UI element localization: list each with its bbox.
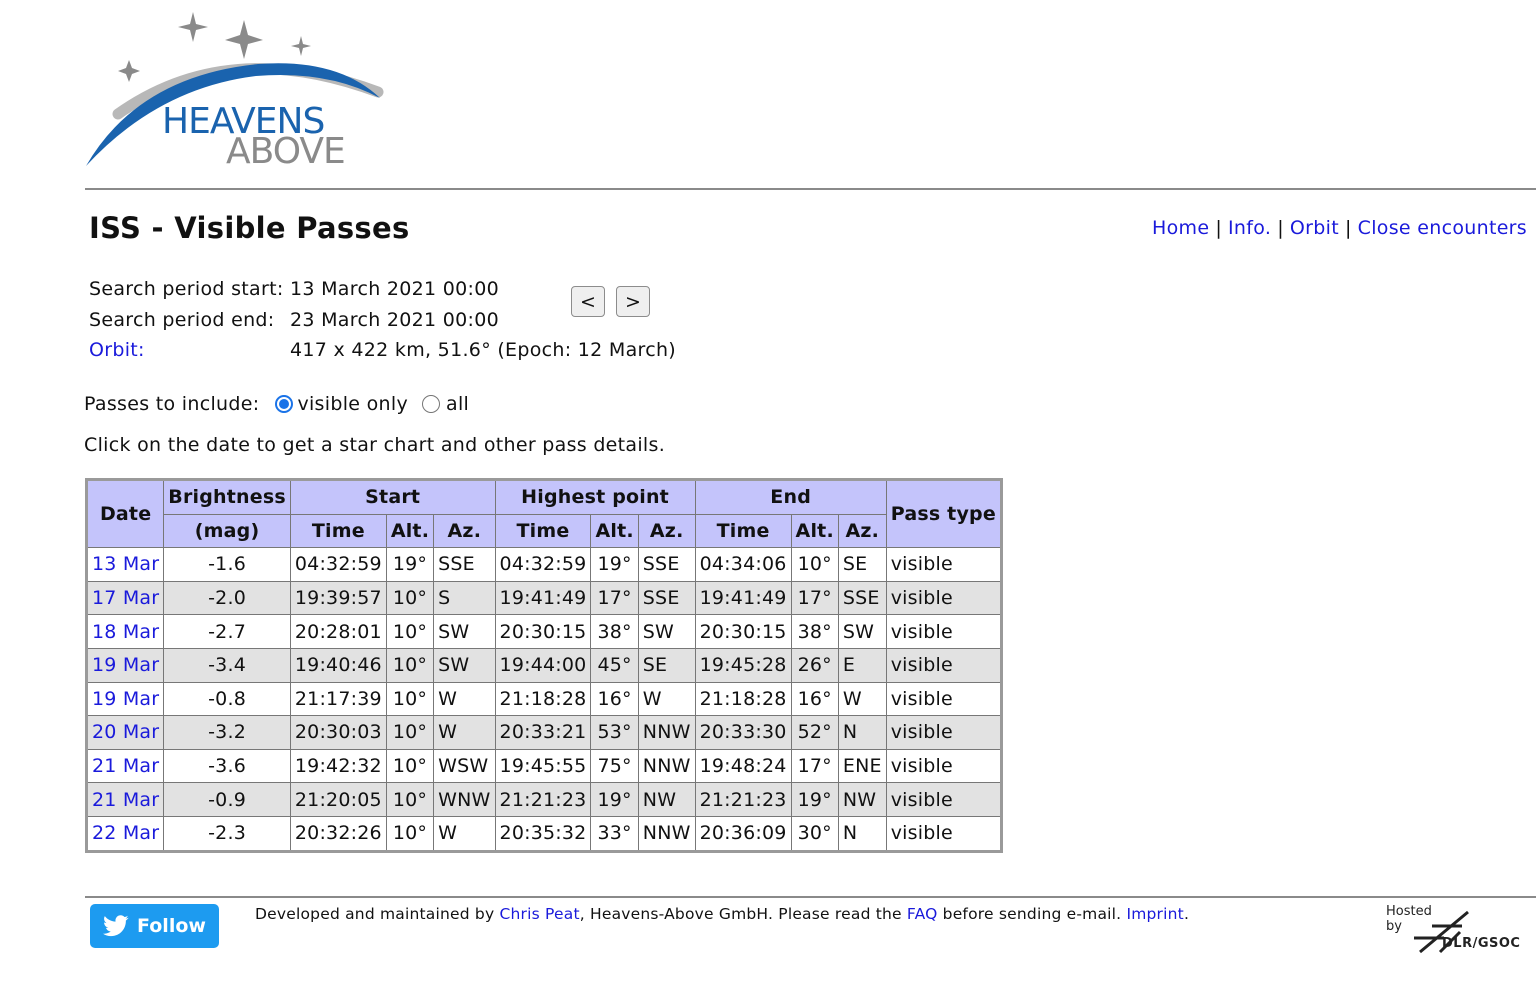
footer-text: [255, 905, 1189, 923]
start-alt-cell: 10°: [386, 615, 433, 649]
follow-label: Follow: [137, 915, 206, 937]
high-alt-cell: 19°: [591, 548, 638, 582]
passes-filter-label: Passes to include:: [84, 393, 260, 415]
visible-only-radio[interactable]: [275, 395, 293, 413]
end-az-cell: N: [838, 716, 886, 750]
end-az-cell: N: [838, 816, 886, 851]
high-alt-cell: 19°: [591, 783, 638, 817]
high-time-cell: 04:32:59: [495, 548, 591, 582]
footer-divider: [85, 896, 1536, 898]
high-time-cell: 19:44:00: [495, 648, 591, 682]
logo-text-above: ABOVE: [226, 131, 345, 172]
period-start-value: 13 March 2021 00:00: [290, 278, 500, 300]
start-az-cell: SW: [434, 648, 495, 682]
start-az-cell: WNW: [434, 783, 495, 817]
table-row: [87, 783, 1002, 817]
start-time-cell: 20:30:03: [290, 716, 386, 750]
end-alt-cell: 38°: [791, 615, 838, 649]
end-az-cell: NW: [838, 783, 886, 817]
date-link[interactable]: 13 Mar: [92, 553, 160, 576]
start-alt-cell: 10°: [386, 783, 433, 817]
orbit-link[interactable]: Orbit:: [89, 339, 145, 361]
col-brightness: Brightness: [164, 480, 291, 515]
passes-table-body: [87, 548, 1002, 851]
start-time-cell: 21:20:05: [290, 783, 386, 817]
col-end-time: Time: [695, 514, 791, 548]
date-cell: [87, 682, 164, 716]
end-time-cell: 20:30:15: [695, 615, 791, 649]
nav-separator: |: [1277, 217, 1284, 239]
nav-separator: |: [1215, 217, 1223, 239]
start-alt-cell: 10°: [386, 648, 433, 682]
high-alt-cell: 33°: [591, 816, 638, 851]
top-nav: [1152, 217, 1527, 239]
date-link[interactable]: 19 Mar: [92, 687, 160, 710]
date-cell: [87, 548, 164, 582]
start-alt-cell: 19°: [386, 548, 433, 582]
footer-text-part: Developed and maintained by: [255, 905, 500, 923]
col-highest: Highest point: [495, 480, 695, 515]
hosted-label: Hosted: [1386, 904, 1432, 919]
pass-type-cell: visible: [886, 783, 1001, 817]
end-alt-cell: 19°: [791, 783, 838, 817]
date-link[interactable]: 19 Mar: [92, 654, 160, 677]
end-az-cell: SE: [838, 548, 886, 582]
brightness-cell: -3.2: [164, 716, 291, 750]
high-time-cell: 21:21:23: [495, 783, 591, 817]
end-alt-cell: 17°: [791, 749, 838, 783]
end-time-cell: 20:33:30: [695, 716, 791, 750]
start-alt-cell: 10°: [386, 682, 433, 716]
brightness-cell: -2.7: [164, 615, 291, 649]
table-row: [87, 615, 1002, 649]
high-time-cell: 20:30:15: [495, 615, 591, 649]
end-az-cell: SW: [838, 615, 886, 649]
brightness-cell: -0.9: [164, 783, 291, 817]
next-period-button[interactable]: >: [616, 286, 650, 317]
pass-type-cell: visible: [886, 548, 1001, 582]
table-row: [87, 648, 1002, 682]
all-radio[interactable]: [422, 395, 440, 413]
high-time-cell: 19:41:49: [495, 581, 591, 615]
end-az-cell: E: [838, 648, 886, 682]
end-time-cell: 19:41:49: [695, 581, 791, 615]
high-time-cell: 20:33:21: [495, 716, 591, 750]
start-alt-cell: 10°: [386, 716, 433, 750]
start-time-cell: 19:42:32: [290, 749, 386, 783]
end-az-cell: ENE: [838, 749, 886, 783]
date-link[interactable]: 22 Mar: [92, 822, 160, 845]
instruction-text: Click on the date to get a star chart and other pass details.: [84, 434, 666, 456]
high-az-cell: SSE: [638, 581, 695, 615]
high-alt-cell: 16°: [591, 682, 638, 716]
dlr-gsoc-text: DLR/GSOC: [1442, 936, 1521, 951]
pass-type-cell: visible: [886, 648, 1001, 682]
prev-period-button[interactable]: <: [571, 286, 605, 317]
high-az-cell: NNW: [638, 816, 695, 851]
period-end-label: Search period end:: [89, 308, 275, 331]
end-time-cell: 04:34:06: [695, 548, 791, 582]
heavens-above-logo[interactable]: [78, 6, 438, 176]
start-az-cell: SW: [434, 615, 495, 649]
period-start-label: Search period start:: [89, 278, 284, 300]
page-title: ISS - Visible Passes: [89, 211, 410, 245]
high-time-cell: 21:18:28: [495, 682, 591, 716]
date-cell: [87, 581, 164, 615]
table-row: [87, 816, 1002, 851]
start-time-cell: 19:39:57: [290, 581, 386, 615]
date-link[interactable]: 21 Mar: [92, 788, 160, 811]
pass-type-cell: visible: [886, 615, 1001, 649]
imprint-link[interactable]: Imprint: [1126, 905, 1184, 923]
end-alt-cell: 52°: [791, 716, 838, 750]
date-link[interactable]: 21 Mar: [92, 755, 160, 778]
pass-type-cell: visible: [886, 816, 1001, 851]
brightness-cell: -2.0: [164, 581, 291, 615]
end-alt-cell: 10°: [791, 548, 838, 582]
start-az-cell: W: [434, 816, 495, 851]
end-time-cell: 19:48:24: [695, 749, 791, 783]
date-cell: [87, 615, 164, 649]
pass-type-cell: visible: [886, 716, 1001, 750]
col-mag: (mag): [164, 514, 291, 548]
footer-text-part: , Heavens-Above GmbH. Please read the: [579, 905, 907, 923]
end-time-cell: 21:21:23: [695, 783, 791, 817]
table-row: [87, 682, 1002, 716]
end-az-cell: W: [838, 682, 886, 716]
footer-text-part: before sending e-mail.: [937, 905, 1127, 923]
end-time-cell: 19:45:28: [695, 648, 791, 682]
high-az-cell: NNW: [638, 749, 695, 783]
visible-only-label[interactable]: visible only: [297, 393, 408, 415]
col-high-az: Az.: [638, 514, 695, 548]
footer-text-part: .: [1183, 905, 1190, 923]
col-end-az: Az.: [838, 514, 886, 548]
table-row: [87, 716, 1002, 750]
start-time-cell: 20:32:26: [290, 816, 386, 851]
pass-type-cell: visible: [886, 581, 1001, 615]
high-az-cell: SW: [638, 615, 695, 649]
high-az-cell: NNW: [638, 716, 695, 750]
date-link[interactable]: 18 Mar: [92, 620, 160, 643]
end-az-cell: SSE: [838, 581, 886, 615]
brightness-cell: -3.4: [164, 648, 291, 682]
date-cell: [87, 816, 164, 851]
nav-orbit-link[interactable]: Orbit: [1289, 217, 1339, 239]
nav-close-encounters-link[interactable]: Close encounters: [1357, 217, 1527, 239]
high-alt-cell: 17°: [591, 581, 638, 615]
brightness-cell: -0.8: [164, 682, 291, 716]
col-start-az: Az.: [434, 514, 495, 548]
start-time-cell: 21:17:39: [290, 682, 386, 716]
date-cell: [87, 749, 164, 783]
logo-text-heavens: HEAVENS: [162, 101, 325, 142]
end-time-cell: 21:18:28: [695, 682, 791, 716]
pass-type-cell: visible: [886, 682, 1001, 716]
nav-info-link[interactable]: Info.: [1228, 217, 1272, 239]
high-time-cell: 20:35:32: [495, 816, 591, 851]
high-az-cell: SSE: [638, 548, 695, 582]
all-label[interactable]: all: [446, 393, 470, 415]
dlr-logo[interactable]: [1384, 904, 1530, 956]
start-alt-cell: 10°: [386, 816, 433, 851]
table-row: [87, 548, 1002, 582]
col-start: Start: [290, 480, 495, 515]
high-az-cell: NW: [638, 783, 695, 817]
orbit-value: 417 x 422 km, 51.6° (Epoch: 12 March): [290, 339, 677, 361]
end-alt-cell: 16°: [791, 682, 838, 716]
end-alt-cell: 26°: [791, 648, 838, 682]
col-end-alt: Alt.: [791, 514, 838, 548]
high-alt-cell: 53°: [591, 716, 638, 750]
col-date: Date: [87, 480, 164, 548]
end-alt-cell: 30°: [791, 816, 838, 851]
start-az-cell: SSE: [434, 548, 495, 582]
date-cell: [87, 783, 164, 817]
author-link[interactable]: Chris Peat: [499, 905, 580, 923]
col-end: End: [695, 480, 886, 515]
start-time-cell: 04:32:59: [290, 548, 386, 582]
table-row: [87, 749, 1002, 783]
col-start-time: Time: [290, 514, 386, 548]
start-alt-cell: 10°: [386, 749, 433, 783]
col-pass-type: Pass type: [886, 480, 1001, 548]
date-cell: [87, 716, 164, 750]
passes-table: [85, 478, 1003, 853]
start-az-cell: S: [434, 581, 495, 615]
start-az-cell: WSW: [434, 749, 495, 783]
date-cell: [87, 648, 164, 682]
start-time-cell: 19:40:46: [290, 648, 386, 682]
table-row: [87, 581, 1002, 615]
nav-home-link[interactable]: Home: [1152, 217, 1210, 239]
high-alt-cell: 38°: [591, 615, 638, 649]
brightness-cell: -3.6: [164, 749, 291, 783]
col-start-alt: Alt.: [386, 514, 433, 548]
start-az-cell: W: [434, 682, 495, 716]
start-time-cell: 20:28:01: [290, 615, 386, 649]
brightness-cell: -2.3: [164, 816, 291, 851]
nav-separator: |: [1344, 217, 1352, 239]
col-high-alt: Alt.: [591, 514, 638, 548]
period-end-value: 23 March 2021 00:00: [290, 308, 500, 331]
date-link[interactable]: 17 Mar: [92, 587, 160, 610]
high-az-cell: SE: [638, 648, 695, 682]
twitter-bird-icon: [103, 915, 129, 937]
col-high-time: Time: [495, 514, 591, 548]
twitter-follow-button[interactable]: [90, 904, 219, 948]
start-alt-cell: 10°: [386, 581, 433, 615]
faq-link[interactable]: FAQ: [906, 905, 938, 923]
high-alt-cell: 75°: [591, 749, 638, 783]
end-alt-cell: 17°: [791, 581, 838, 615]
brightness-cell: -1.6: [164, 548, 291, 582]
date-link[interactable]: 20 Mar: [92, 721, 160, 744]
high-alt-cell: 45°: [591, 648, 638, 682]
end-time-cell: 20:36:09: [695, 816, 791, 851]
pass-type-cell: visible: [886, 749, 1001, 783]
high-az-cell: W: [638, 682, 695, 716]
passes-filter: [84, 390, 469, 418]
top-divider: [85, 188, 1536, 190]
by-label: by: [1386, 919, 1402, 934]
high-time-cell: 19:45:55: [495, 749, 591, 783]
start-az-cell: W: [434, 716, 495, 750]
